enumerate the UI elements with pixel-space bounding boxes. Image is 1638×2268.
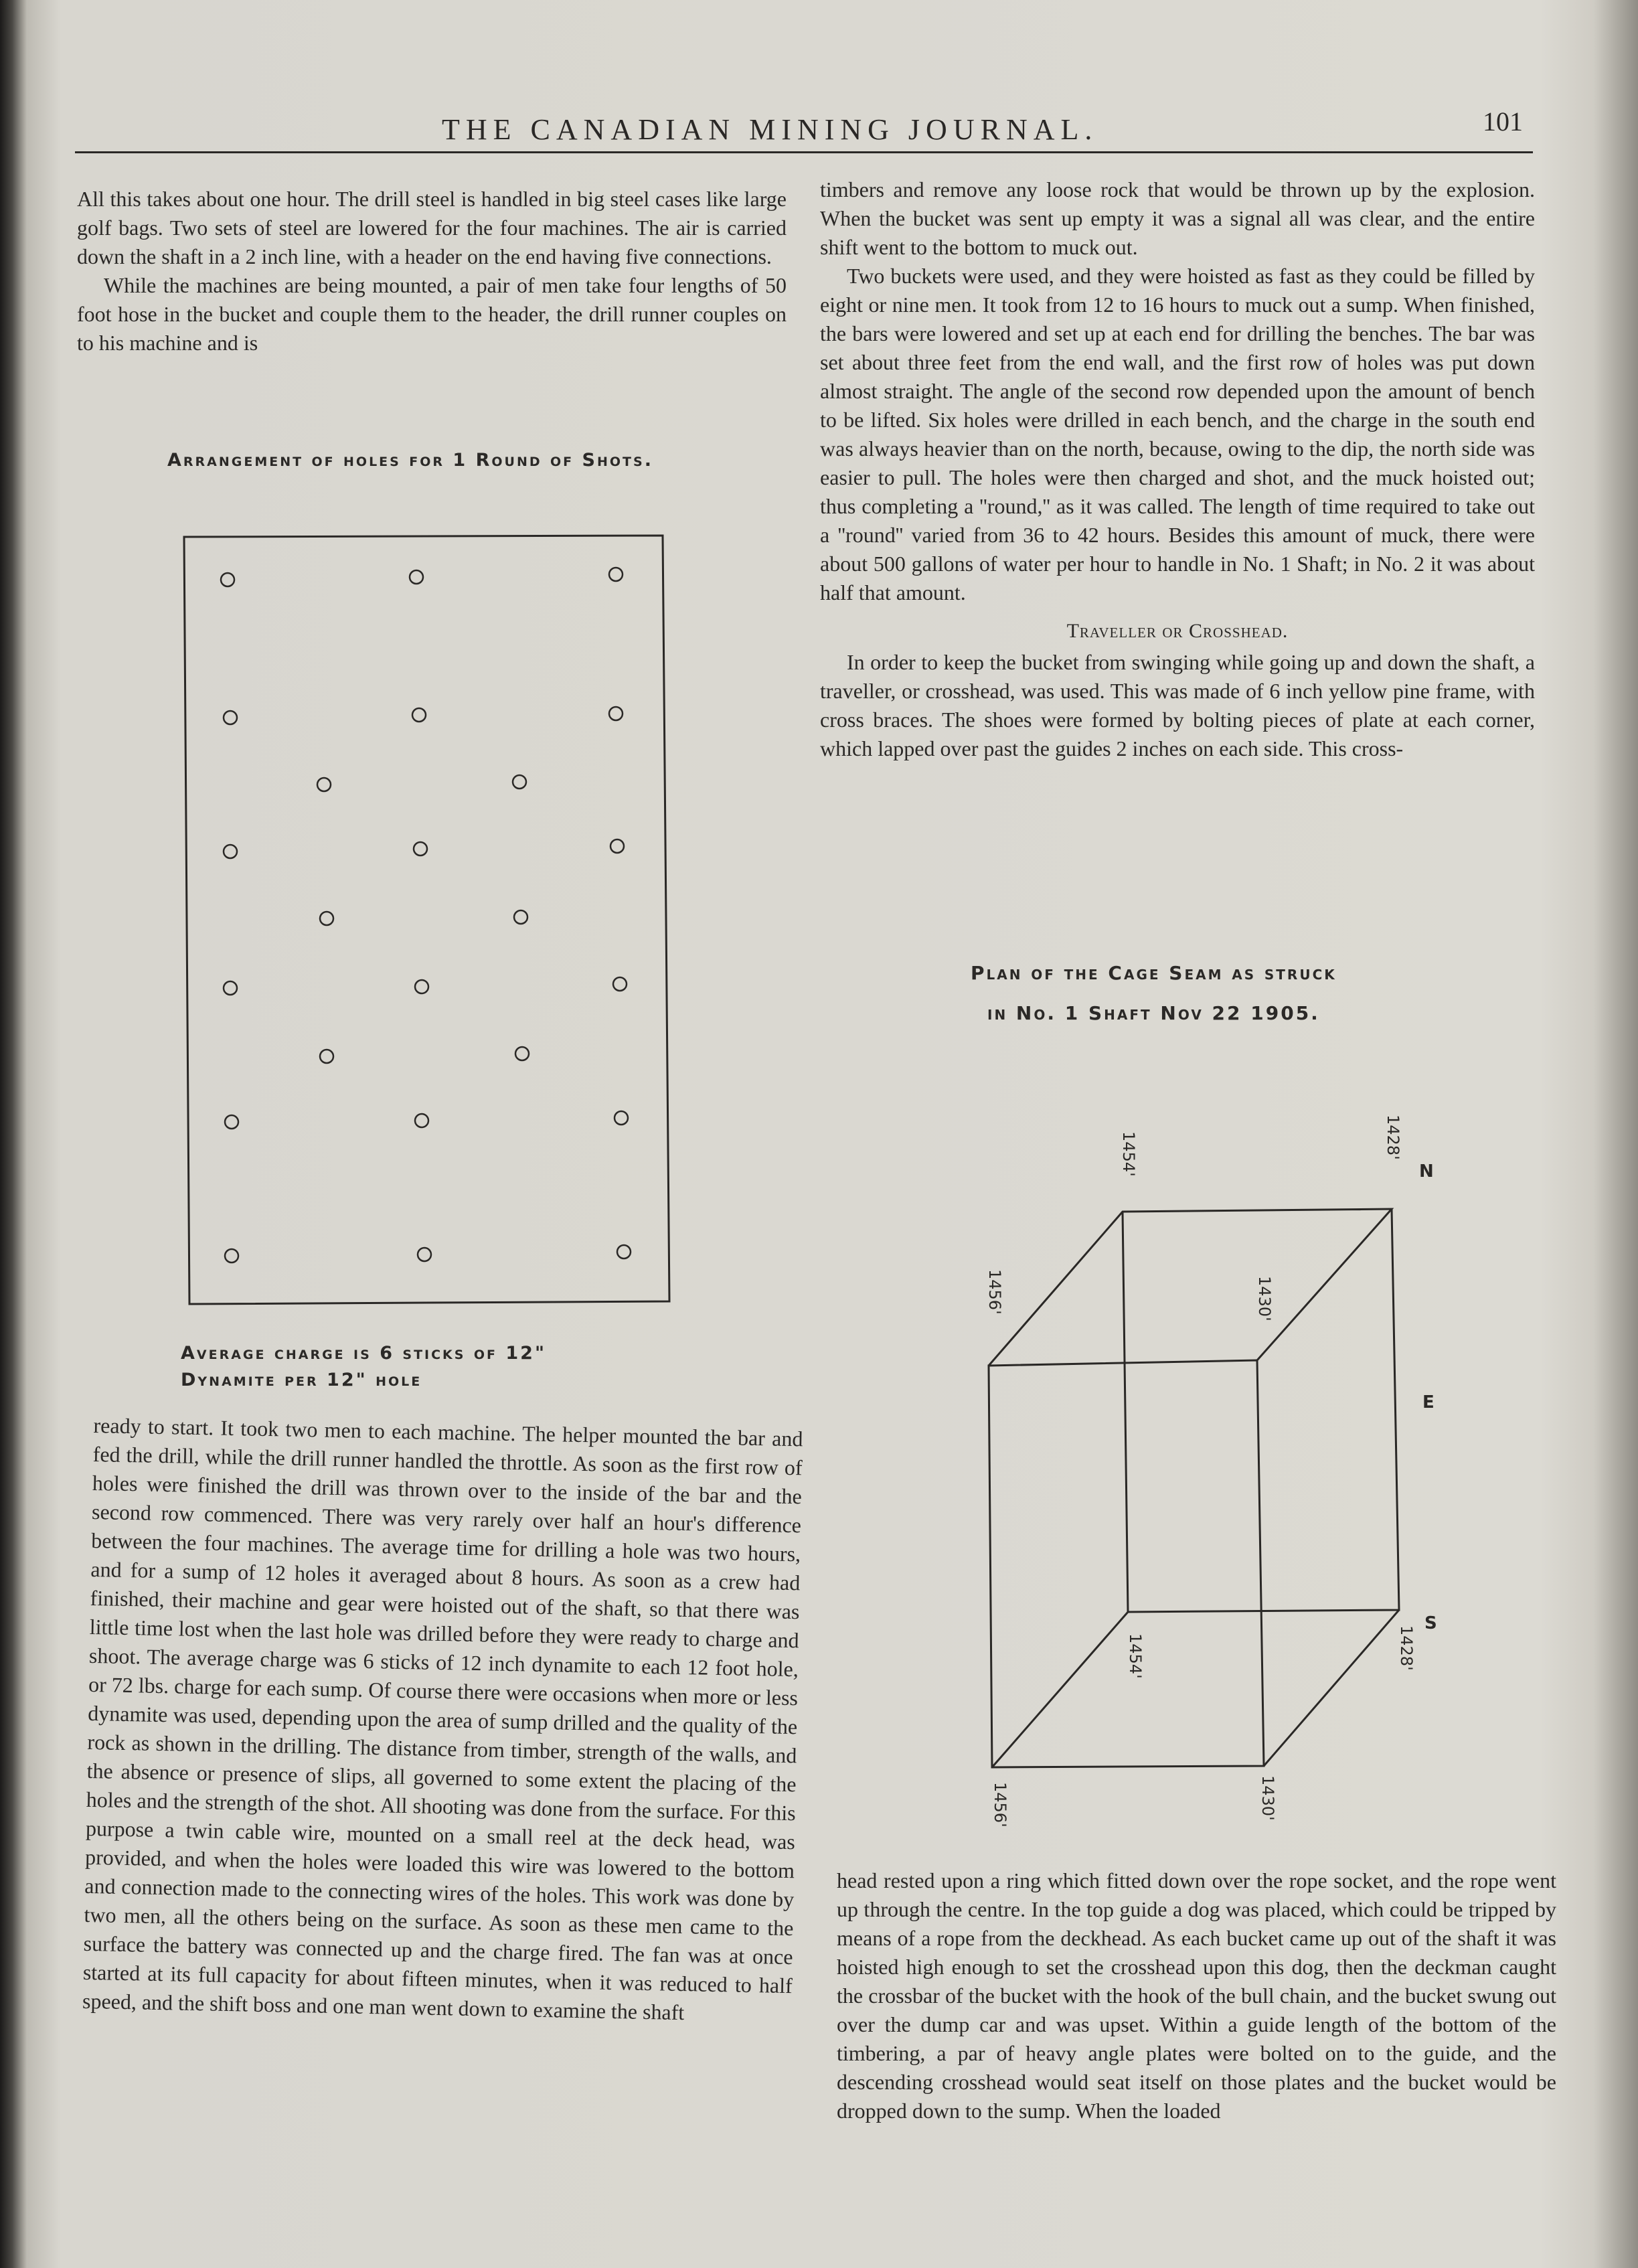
left-column-bottom [82,1411,803,2029]
seam-bottom-left-connector [992,1612,1128,1767]
holes-group [221,568,631,1263]
paragraph: head rested upon a ring which fitted down over the rope socket, and the rope went up through the centre. In the top guide a dog was placed, which could be tripped by means of a rope from the deckhead. As each bucket came up out of the shaft it was hoisted high enough to set the crosshead upon this dog, then the deckman caught the crossbar of the bucket with the hook of the bull chain, and the bucket swung out over the dump car and was upset. Within a guide length of the bottom of the timbering, a par of heavy angle plates were bolted on to the guide, and the descending crosshead would seat itself on those plates and the bucket would be dropped down to the sump. When the loaded [837,1868,1556,2123]
seam-bottom-right-connector [1264,1610,1399,1766]
drill-hole [225,1115,238,1129]
seam-back-top-edge [989,1209,1392,1366]
direction-south: S [1424,1613,1437,1633]
paragraph: All this takes about one hour. The drill steel is handled in big steel cases like large golf bags. Two sets of steel are lowered for the four machines. The air is carried down the shaft in a 2 inch line, with a header on the end having five connections. [77,187,787,268]
drill-hole [412,708,426,722]
seam-plan [989,1209,1399,1767]
drill-hole [418,1248,431,1261]
drill-hole [414,842,427,856]
label-front-top-left: 1456' [985,1269,1004,1315]
right-column-top [820,175,1535,763]
drill-hole [225,1249,238,1263]
drill-hole [515,1047,529,1060]
drill-hole [317,778,331,791]
seam-figure-title-line2: in No. 1 Shaft Nov 22 1905. [987,1002,1320,1024]
running-head: THE CANADIAN MINING JOURNAL. [442,113,1098,146]
drill-hole [410,570,423,584]
paragraph: Two buckets were used, and they were hoisted as fast as they could be filled by eight or nine men. It took from 12 to 16 hours to muck out a sump. When finished, the bars were lowered and set up at each end for drilling the benches. The bar was set about three feet from the end wall, and the first row of holes was put down almost straight. The angle of the second row depended upon the amount of bench to be lifted. Six holes were drilled in each bench, and the charge in the south end was always heavier than on the north, because, owing to the dip, the north side was easier to pull. The holes were then charged and shot, and the muck hoisted out; thus completing a ''round,'' as it was called. The length of time required to take out a ''round'' varied from 36 to 42 hours. Besides this amount of muck, there were about 500 gallons of water per hour to handle in No. 1 Shaft; in No. 2 it was about half that amount. [820,264,1535,604]
drill-hole [615,1111,628,1125]
label-top-back-right: 1428' [1384,1115,1402,1160]
drill-hole [617,1245,631,1259]
drill-hole [513,775,526,789]
drill-hole [514,910,527,924]
seam-figure-title-line1: Plan of the Cage Seam as struck [971,962,1337,984]
drill-hole [320,912,333,925]
label-bottom-back-right: 1428' [1397,1625,1416,1671]
drill-hole [613,977,627,991]
direction-north: N [1419,1161,1434,1182]
drill-hole [224,845,237,858]
drill-hole [609,568,623,581]
paragraph: In order to keep the bucket from swinging while going up and down the shaft, a traveller, or crosshead, was used. This was made of 6 inch yellow pine frame, with cross braces. The shoes were formed by bolting pieces of plate at each corner, which lapped over past the guides 2 inches on each side. This cross- [820,650,1535,760]
label-bottom-front-right: 1430' [1258,1775,1277,1821]
paragraph: ready to start. It took two men to each machine. The helper mounted the bar and fed the drill, while the drill runner handled the throttle. As soon as the first row of holes were finished the drill was thrown over to the inside of the bar and the second row commenced. There was very rarely over half an hour's difference between the four machines. The average time for drilling a hole was two hours, and for a sump of 12 holes it averaged about 8 hours. As soon as a crew had finished, their machine and gear were hoisted out of the shaft, so that there was little time lost when the last hole was drilled before they were ready to charge and shoot. The average charge was 6 sticks of 12 inch dynamite to each 12 foot hole, or 72 lbs. charge for each sump. Of course there were occasions when more or less dynamite was used, depending upon the area of sump drilled and the quality of the rock as shown in the drilling. The distance from timber, strength of the walls, and the absence or presence of slips, all governed to some extent the placing of the holes and the strength of the shot. All shooting was done from the surface. For this purpose a twin cable wire, mounted on a small reel at the deck head, was provided, and when the holes were loaded this wire was lowered to the bottom and connection made to the connecting wires of the holes. This work was done by two men, all the others being on the surface. As soon as these men came to the surface the battery was connected up and the charge fired. The fan was at once started at its full capacity for about fifteen minutes, when it was reduced to half speed, and the shift boss and one man went down to examine the shaft [82,1412,803,2025]
label-front-top-right: 1430' [1255,1276,1274,1321]
drill-hole [320,1050,333,1063]
drill-hole [224,711,237,724]
direction-east: E [1422,1392,1435,1412]
right-column-bottom [837,1866,1556,2125]
label-top-back-left: 1454' [1119,1131,1138,1177]
drill-hole [609,707,623,720]
paragraph: timbers and remove any loose rock that would be thrown up by the explosion. When the bucket was sent up empty it was a signal all was clear, and the entire shift went to the bottom to muck out. [820,177,1535,259]
drill-hole [415,1114,428,1127]
drill-hole [610,839,624,853]
page-number: 101 [1483,106,1523,137]
drill-hole [221,573,234,586]
holes-figure-note-line2: Dynamite per 12" hole [181,1370,422,1390]
paragraph: While the machines are being mounted, a pair of men take four lengths of 50 foot hose in the bucket and couple them to the header, the drill runner couples on to his machine and is [77,273,787,355]
drill-hole [224,981,237,995]
label-bottom-back-left: 1454' [1126,1633,1145,1679]
section-subheading: Traveller or Crosshead. [1066,620,1289,642]
drill-hole [415,980,428,993]
holes-figure-title: Arrangement of holes for 1 Round of Shots. [167,450,653,471]
label-bottom-front-left: 1456' [991,1782,1009,1828]
holes-frame [184,536,669,1304]
holes-figure-note-line1: Average charge is 6 sticks of 12" [181,1343,547,1364]
